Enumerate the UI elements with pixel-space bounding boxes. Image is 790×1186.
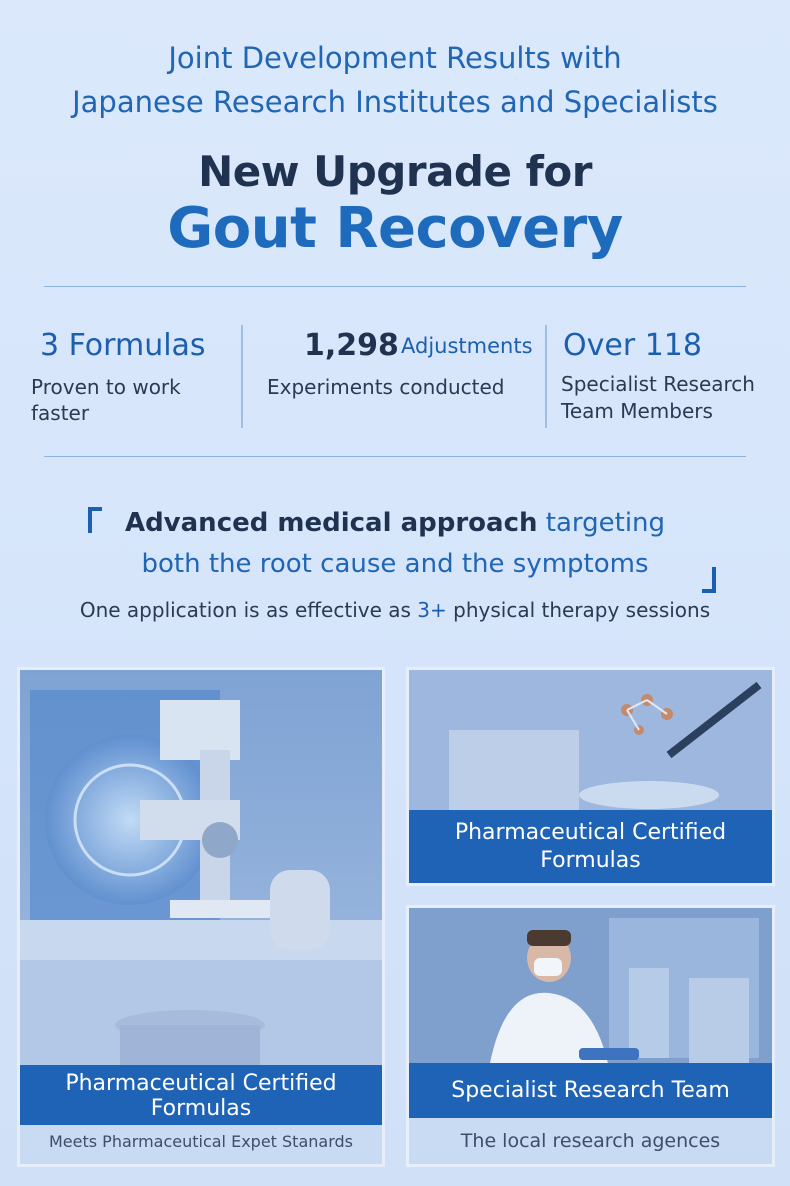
stat-adjustments-unit: Adjustments (401, 334, 533, 358)
stat-members-value: Over 118 (563, 328, 702, 363)
subtitle-line-2: Japanese Research Institutes and Specialists (72, 85, 718, 119)
subtitle-line-1: Joint Development Results with (168, 41, 622, 75)
quote-bold: Advanced medical approach (124, 508, 538, 538)
title-line-2: Gout Recovery (167, 196, 623, 261)
stat-formulas-desc-1: Proven to work (31, 375, 181, 399)
stat-formulas-desc-2: faster (31, 401, 90, 425)
quote-note (0, 598, 790, 622)
stat-members-desc-1: Specialist Research (561, 372, 755, 396)
formula-label-bar (409, 810, 772, 883)
formula-label-1: Pharmaceutical Certified (454, 820, 727, 845)
team-caption: The local research agences (409, 1118, 772, 1164)
stat-adjustments-desc: Experiments conducted (267, 375, 505, 399)
stat-formulas-value: 3 Formulas (40, 328, 206, 363)
quote-note-pre: One application is as effective as (79, 598, 418, 622)
quote-note-highlight: 3+ (417, 598, 447, 622)
close-bracket-icon (700, 566, 716, 601)
team-panel (409, 908, 772, 1164)
title-line-1: New Upgrade for (198, 147, 592, 196)
lab-caption: Meets Pharmaceutical Expet Stanards (20, 1125, 382, 1164)
stat-divider-2 (545, 325, 547, 428)
stat-adjustments-value: 1,298 (304, 328, 399, 363)
formula-panel (409, 670, 772, 883)
quote-line-2: both the root cause and the symptoms (141, 549, 649, 579)
stat-members-desc-2: Team Members (561, 399, 713, 423)
bottom-divider (44, 456, 746, 457)
top-divider (44, 286, 746, 287)
lab-label-bar (20, 1065, 382, 1125)
lab-panel (20, 670, 382, 1164)
team-label: Specialist Research Team (409, 1063, 772, 1118)
lab-label-2: Formulas (150, 1096, 252, 1121)
quote-line-1 (0, 508, 790, 538)
lab-label-1: Pharmaceutical Certified (65, 1071, 337, 1096)
quote-rest: targeting (537, 508, 666, 538)
stat-divider-1 (241, 325, 243, 428)
quote-note-post: physical therapy sessions (446, 598, 711, 622)
formula-label-2: Formulas (540, 848, 641, 873)
